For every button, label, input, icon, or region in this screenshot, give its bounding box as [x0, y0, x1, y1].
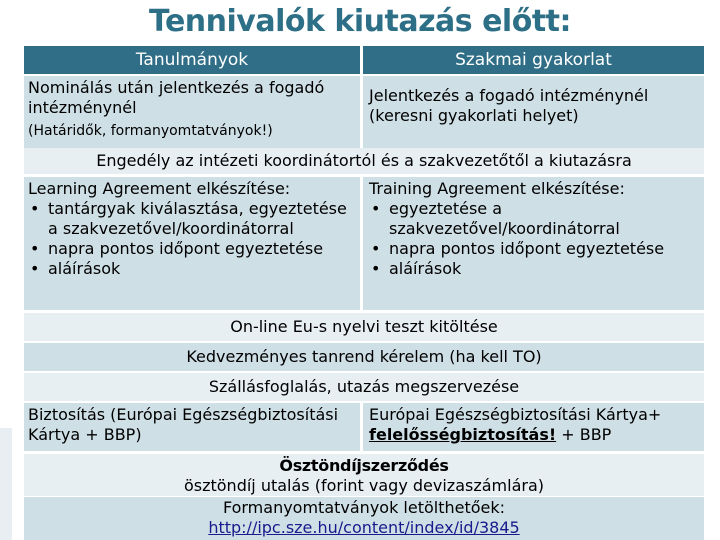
- list-item: • tantárgyak kiválasztása, egyeztetése a szakvezetővel/koordinátorral: [28, 199, 356, 239]
- row1-left-note: (Határidők, formanyomtatványok!): [28, 123, 273, 139]
- timetable-text: Kedvezményes tanrend kérelem (ha kell TO): [186, 347, 542, 366]
- scholarship-subtitle: ösztöndíj utalás (forint vagy devizaszámlára): [183, 476, 545, 495]
- list-item: • aláírások: [28, 259, 356, 279]
- header-right-label: Szakmai gyakorlat: [455, 50, 612, 70]
- permission-text: Engedély az intézeti koordinátortól és a szakvezetőtől a kiutazásra: [96, 151, 632, 170]
- insurance-left-cell: [24, 403, 360, 451]
- header-tanulmanyok: [24, 46, 360, 74]
- training-agreement-list: [369, 199, 698, 279]
- accommodation-text: Szállásfoglalás, utazás megszervezése: [208, 377, 520, 396]
- forms-row: [24, 497, 704, 540]
- row2-right-cell: [363, 177, 704, 310]
- row1-right-cell: [363, 76, 704, 148]
- page-title: Tennivalók kiutazás előtt:: [148, 4, 571, 39]
- scholarship-title: Ösztöndíjszerződés: [279, 456, 449, 475]
- insurance-right-prefix: Európai Egészségbiztosítási Kártya+: [369, 405, 662, 424]
- timetable-row: [24, 343, 704, 371]
- header-left-label: Tanulmányok: [135, 50, 249, 70]
- left-edge-decoration: [0, 428, 12, 540]
- insurance-right-underlined: felelősségbiztosítás!: [369, 425, 557, 444]
- row1-left-main: Nominálás után jelentkezés a fogadó intézménynél: [28, 78, 325, 117]
- learning-agreement-title: Learning Agreement elkészítése:: [28, 179, 291, 198]
- language-test-text: On-line Eu-s nyelvi teszt kitöltése: [230, 317, 498, 336]
- insurance-left-text: Biztosítás (Európai Egészségbiztosítási Kártya + BBP): [28, 405, 339, 444]
- insurance-right-suffix: + BBP: [556, 425, 612, 444]
- list-item: • aláírások: [369, 259, 698, 279]
- accommodation-row: [24, 373, 704, 401]
- learning-agreement-list: [28, 199, 356, 279]
- language-test-row: [24, 313, 704, 341]
- forms-link[interactable]: http://ipc.sze.hu/content/index/id/3845: [208, 518, 520, 537]
- list-item: • napra pontos időpont egyeztetése: [28, 239, 356, 259]
- training-agreement-title: Training Agreement elkészítése:: [369, 179, 625, 198]
- insurance-right-cell: [363, 403, 704, 451]
- forms-label: Formanyomtatványok letölthetőek:: [222, 498, 506, 517]
- row1-left-cell: [24, 76, 360, 148]
- list-item: • napra pontos időpont egyeztetése: [369, 239, 698, 259]
- row2-left-cell: [24, 177, 360, 310]
- header-szakmai-gyakorlat: [363, 46, 704, 74]
- scholarship-row: [24, 454, 704, 496]
- permission-row: [24, 148, 704, 174]
- list-item: • egyeztetése a szakvezetővel/koordinátorral: [369, 199, 698, 239]
- row1-right-main: Jelentkezés a fogadó intézménynél (keresni gyakorlati helyet): [369, 86, 649, 125]
